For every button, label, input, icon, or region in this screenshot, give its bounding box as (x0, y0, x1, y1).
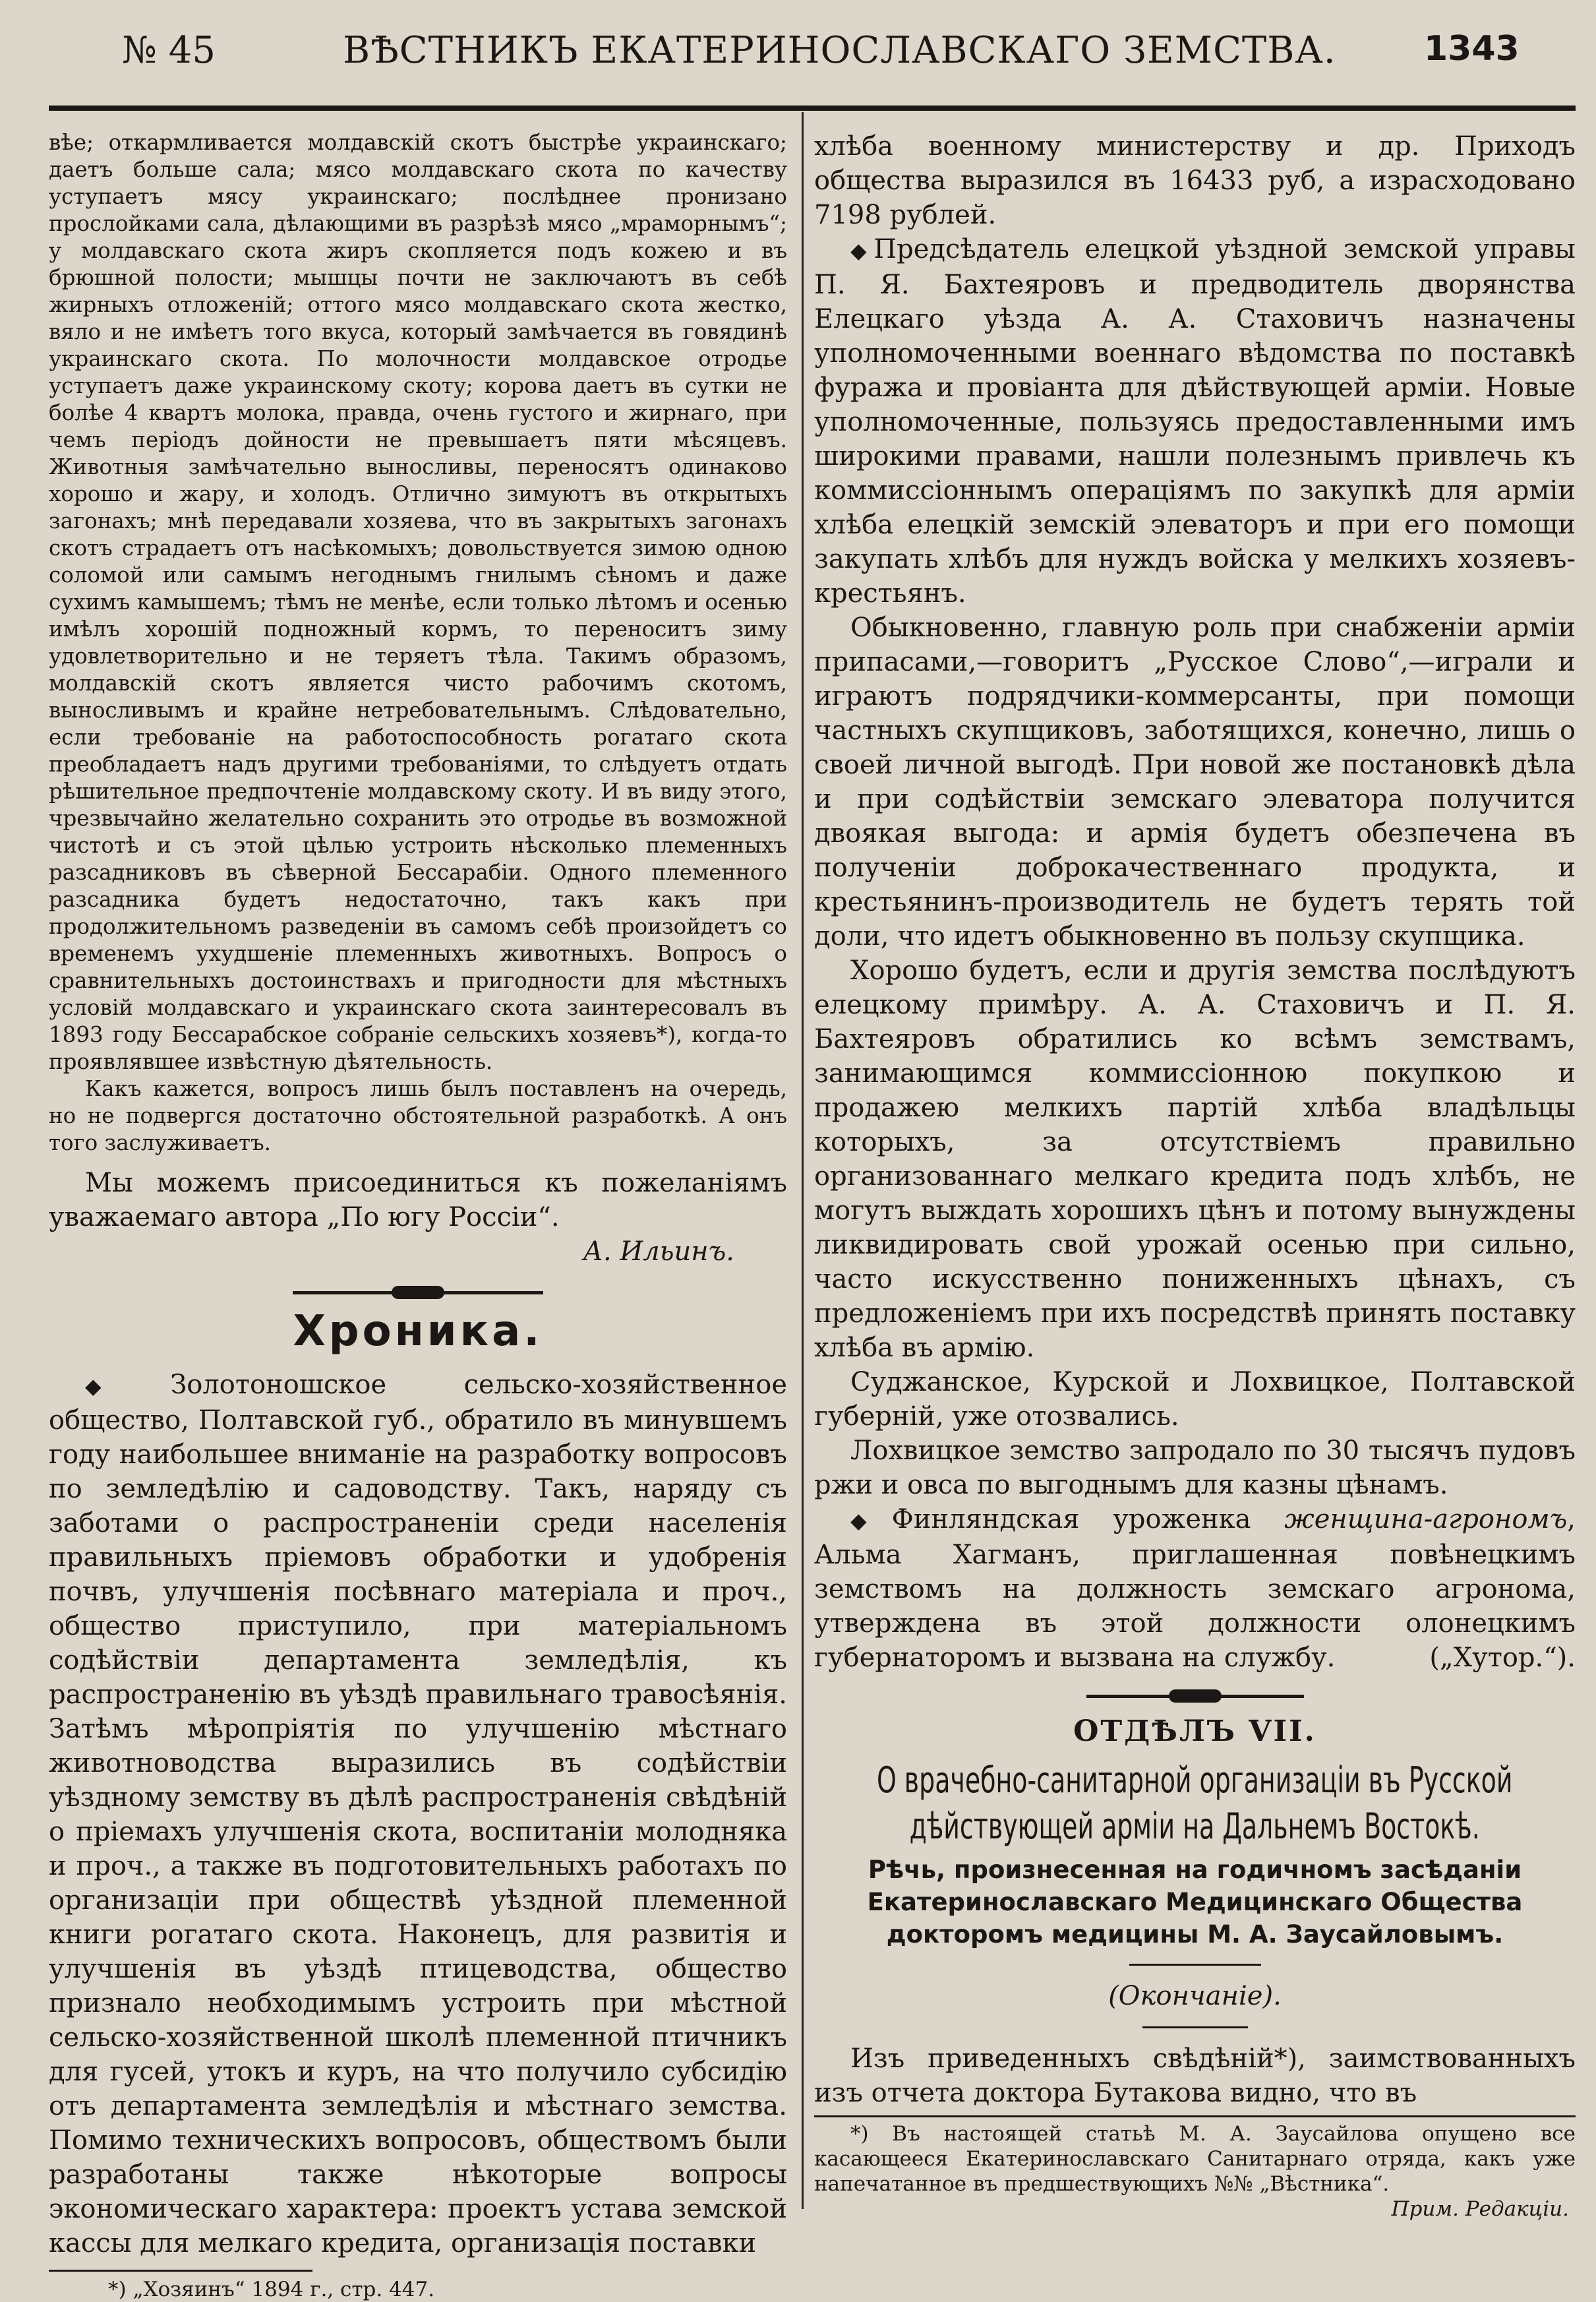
ornament-divider (1086, 1689, 1304, 1703)
chronicle-text: Предсѣдатель елецкой уѣздной земской управы П. Я. Бахтеяровъ и предводитель дворянства Елецкаго уѣзда А. А. Стаховичъ назначены уполномоченными военнаго вѣдомства по поставкѣ фуража и провіанта для дѣйствующей арміи. Новые уполномоченные, пользуясь предоставленными имъ широкими правами, нашли полезнымъ привлечь къ коммиссіоннымъ операціямъ по закупкѣ для арміи хлѣба елецкій земскій элеваторъ и при его помощи закупать хлѣбъ для нуждъ войска у мелкихъ хозяевъ-крестьянъ. (814, 234, 1576, 609)
diamond-bullet-icon: ◆ (85, 1374, 171, 1399)
diamond-bullet-icon: ◆ (850, 238, 874, 263)
continuation-note: (Окончаніе). (1108, 1981, 1282, 2011)
header-rule (49, 106, 1576, 111)
short-rule (1129, 1964, 1261, 1966)
short-rule (1142, 2026, 1248, 2028)
right-column (814, 129, 1576, 2222)
issue-number: № 45 (122, 29, 216, 72)
article-paragraph: Какъ кажется, вопросъ лишь былъ поставленъ на очередь, но не подвергся достаточно обстоятельной разработкѣ. А онъ того заслуживаетъ. (49, 1076, 787, 1155)
footnote: *) „Хозяинъ“ 1894 г., стр. 447. (108, 2278, 435, 2301)
left-column (49, 129, 787, 2302)
chronicle-continuation: хлѣба военному министерству и др. Приходъ общества выразился въ 16433 руб, а израсходовано 7198 рублей. (814, 131, 1576, 230)
page-header (0, 0, 1596, 99)
chronicle-paragraph: Лохвицкое земство запродало по 30 тысячъ пудовъ ржи и овса по выгоднымъ для казны цѣнамъ. (814, 1436, 1576, 1500)
article-subtitle: Рѣчь, произнесенная на годичномъ засѣданіи Екатеринославскаго Медицинскаго Общества докторомъ медицины М. А. Заусайловымъ. (867, 1856, 1523, 1949)
chronicle-text: Золотоношское сельско-хозяйственное общество, Полтавской губ., обратило въ минувшемъ году наибольшее вниманіе на разработку вопросовъ по земледѣлію и садоводству. Такъ, наряду съ заботами о распространеніи среди населенія правильныхъ пріемовъ обработки и удобренія почвъ, улучшенія посѣвнаго матеріала и проч., общество приступило, при матеріальномъ содѣйствіи департамента земледѣлія, къ распространенію въ уѣздѣ правильнаго травосѣянія. Затѣмъ мѣропріятія по улучшенію мѣстнаго животноводства выразились въ содѣйствіи уѣздному земству въ дѣлѣ распространенія свѣдѣній о пріемахъ улучшенія скота, воспитаніи молодняка и проч., а также въ подготовительныхъ работахъ по организаціи при обществѣ уѣздной племенной книги рогатаго скота. Наконецъ, для развитія и улучшенія въ уѣздѣ птицеводства, общество признало необходимымъ устроить при мѣстной сельско-хозяйственной школѣ племенной птичникъ для гусей, утокъ и куръ, на что получило субсидію отъ департамента земледѣлія и мѣстнаго земства. Помимо техническихъ вопросовъ, обществомъ были разработаны также нѣкоторые вопросы экономическаго характера: проектъ устава земской кассы для мелкаго кредита, организація поставки (49, 1370, 787, 2258)
article-paragraph: Изъ приведенныхъ свѣдѣній*), заимствованныхъ изъ отчета доктора Бутакова видно, что въ (814, 2044, 1576, 2108)
chronicle-item: ◆Финляндская уроженка женщина-агрономъ, Альма Хагманъ, приглашенная повѣнецкимъ земствомъ на должность земскаго агронома, утверждена въ этой должности олонецкимъ губернаторомъ и вызвана на службу. („Хутор.“). (814, 1502, 1576, 1675)
article-continuation: вѣе; откармливается молдавскій скотъ быстрѣе украинскаго; даетъ больше сала; мясо молдавскаго скота по качеству уступаетъ мясу украинскаго; послѣднее пронизано прослойками сала, дѣлающими въ разрѣзѣ мясо „мраморнымъ“; у молдавскаго скота жиръ скопляется подъ кожею и въ брюшной полости; мышцы почти не заключаютъ въ себѣ жирныхъ отложеній; оттого мясо молдавскаго скота жестко, вяло и не имѣетъ того вкуса, который замѣчается въ говядинѣ украинскаго скота. По молочности молдавское отродье уступаетъ даже украинскому скоту; корова даетъ въ сутки не болѣе 4 квартъ молока, правда, очень густого и жирнаго, при чемъ періодъ дойности не превышаетъ пяти мѣсяцевъ. Животныя замѣчательно выносливы, переносятъ одинаково хорошо и жару, и холодъ. Отлично зимуютъ въ открытыхъ загонахъ; мнѣ передавали хозяева, что въ закрытыхъ загонахъ скотъ страдаетъ отъ насѣкомыхъ; довольствуется зимою одною соломой или самымъ негоднымъ гнилымъ сѣномъ и даже сухимъ камышемъ; тѣмъ не менѣе, если только лѣтомъ и осенью имѣлъ хорошій подножный кормъ, то переноситъ зиму удовлетворительно и не теряетъ тѣла. Такимъ образомъ, молдавскій скотъ является чисто рабочимъ скотомъ, выносливымъ и крайне нетребовательнымъ. Слѣдовательно, если требованіе на работоспособность рогатаго скота преобладаетъ надъ другими требованіями, то слѣдуетъ отдать рѣшительное предпочтеніе молдавскому скоту. И въ виду этого, чрезвычайно желательно сохранить это отродье въ возможной чистотѣ и съ этой цѣлью устроить нѣсколько племенныхъ разсадниковъ въ сѣверной Бессарабіи. Одного племенного разсадника будетъ недостаточно, такъ какъ при продолжительномъ разведеніи въ самомъ себѣ произойдетъ со временемъ ухудшеніе племенныхъ животныхъ. Вопросъ о сравнительныхъ достоинствахъ и пригодности для мѣстныхъ условій молдавскаго и украинскаго скота заинтересовалъ въ 1893 году Бессарабское собраніе сельскихъ хозяевъ*), когда-то проявлявшее извѣстную дѣятельность. (49, 130, 787, 1074)
footnote: *) Въ настоящей статьѣ М. А. Заусайлова опущено все касающееся Екатеринославскаго Санитарнаго отряда, какъ уже напечатанное въ предшествующихъ №№ „Вѣстника“. (814, 2122, 1576, 2196)
ornament-divider (293, 1286, 543, 1299)
diamond-bullet-icon: ◆ (850, 1508, 892, 1533)
editor-note: Прим. Редакціи. (1391, 2197, 1569, 2221)
department-heading: ОТДѢЛЪ VII. (1073, 1714, 1316, 1748)
masthead-title: ВѢСТНИКЪ ЕКАТЕРИНОСЛАВСКАГО ЗЕМСТВА. (343, 29, 1336, 72)
chronicle-paragraph: Суджанское, Курской и Лохвицкое, Полтавской губерній, уже отозвались. (814, 1367, 1576, 1432)
article-title: О врачебно-санитарной организаціи въ Русской дѣйствующей арміи на Дальнемъ Востокѣ. (877, 1759, 1513, 1847)
footnote-rule (814, 2115, 1576, 2117)
chronicle-paragraph: Обыкновенно, главную роль при снабженіи арміи припасами,—говоритъ „Русское Слово“,—играли и играютъ подрядчики-коммерсанты, при помощи частныхъ скупщиковъ, заботящихся, конечно, лишь о своей личной выгодѣ. При новой же постановкѣ дѣла и при содѣйствіи земскаго элеватора получится двоякая выгода: и армія будетъ обезпечена въ полученіи доброкачественнаго продукта, и крестьянинъ-производитель не будетъ терять той доли, что идетъ обыкновенно въ пользу скупщика. (814, 613, 1576, 952)
page-number: 1343 (1424, 29, 1520, 69)
source-ref: („Хутор.“). (1429, 1643, 1576, 1673)
chronicle-paragraph: Хорошо будетъ, если и другія земства послѣдуютъ елецкому примѣру. А. А. Стаховичъ и П. Я. Бахтеяровъ обратились ко всѣмъ земствамъ, занимающимся коммиссіонною покупкою и продажею мелкихъ партій хлѣба владѣльцы которыхъ, за отсутствіемъ правильно организованнаго мелкаго кредита подъ хлѣбъ, не могутъ выждать хорошихъ цѣнъ и потому вынуждены ликвидировать свой урожай осенью при сильно, часто искусственно пониженныхъ цѣнахъ, съ предложеніемъ при ихъ посредствѣ принять поставку хлѣба въ армію. (814, 955, 1576, 1363)
footnote-rule (49, 2270, 312, 2272)
chronicle-item (49, 1368, 787, 2260)
column-divider (802, 112, 804, 2209)
article-paragraph: Мы можемъ присоединиться къ пожеланіямъ уважаемаго автора „По югу Россіи“. (49, 1168, 787, 1232)
author-signature: А. Ильинъ. (583, 1236, 734, 1267)
chronicle-item (814, 232, 1576, 611)
section-title: Хроника. (293, 1307, 543, 1356)
